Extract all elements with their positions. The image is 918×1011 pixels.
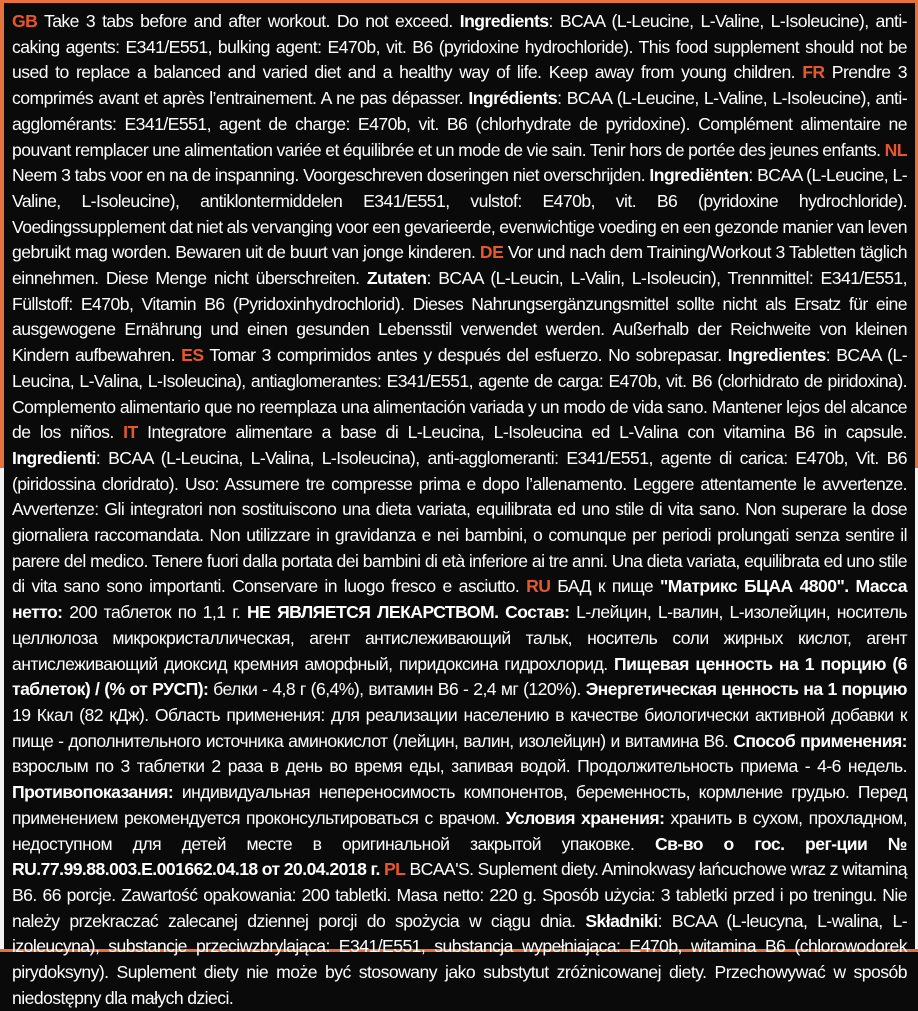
de-text: : BCAA (L-Leucin, L-Valin, L-Isoleucin), Trennmittel: E341/E551, Füllstoff: E470b, Vitamin B6 (Pyridoxinhydrochlorid). Dieses Nahrungsergänzungsmittel sollte nicht als Ersatz für eine ausgewogene Ernährung und einen gesunden Lebensstil verwendet werden. Außerhalb der Reichweite von kleinen Kindern aufbewahren. bbox=[12, 268, 907, 366]
ru-composition-heading: НЕ ЯВЛЯЕТСЯ ЛЕКАРСТВОМ. Состав: bbox=[247, 602, 570, 623]
ru-text: 19 Ккал (82 кДж). Область применения: для реализации населению в качестве биологически активной добавки к пище - дополнительного источника аминокислот (лейцин, валин, изолейцин) и витамина B6. bbox=[12, 704, 907, 751]
lang-code-gb: GB bbox=[12, 11, 38, 31]
label-text-block bbox=[12, 9, 907, 1011]
de-text: Vor und nach dem Training/Workout 3 Tabletten täglich einnehmen. Diese Menge nicht überschreiten. bbox=[12, 242, 907, 289]
ru-text: белки - 4,8 г (6,4%), витамин B6 - 2,4 мг (120%). bbox=[208, 679, 586, 700]
gb-text: : BCAA (L-Leucine, L-Valine, L-Isoleucine), anti-caking agents: E341/E551, bulking agent: E470b, vit. B6 (pyridoxine hydrochloride). This food supplement should not be used to replace a balanced and varied diet and a healthy way of life. Keep away from young children. bbox=[12, 11, 907, 83]
pl-text: : BCAA (L-leucyna, L-walina, L-izoleucyna), substancje przeciwzbrylająca: E341/E551, substancja wypełniająca: E470b, witamina B6 (chlorowodorek pirydoksyny). Suplement diety nie może być stosowany jako substytut zróżnicowanej diety. Przechowywać w sposób niedostępny dla małych dzieci. bbox=[12, 910, 908, 1008]
it-ingredients-heading: Ingredienti bbox=[12, 447, 96, 468]
lang-code-fr: FR bbox=[802, 62, 825, 83]
ru-text: взрослым по 3 таблетки 2 раза в день во время еды, запивая водой. Продолжительность приема - 4-6 недель. bbox=[12, 756, 907, 777]
lang-code-it: IT bbox=[123, 422, 138, 443]
lang-code-ru: RU bbox=[526, 576, 551, 597]
ru-nutrition-heading: Пищевая ценность на 1 порцию (6 таблеток) / (% от РУСП): bbox=[12, 653, 907, 700]
ru-usage-heading: Способ применения: bbox=[733, 730, 907, 751]
ru-text: 200 таблеток по 1,1 г. bbox=[62, 602, 247, 623]
ru-registration: Св-во о гос. рег-ции № RU.77.99.88.003.E.001662.04.18 от 20.04.2018 г. bbox=[12, 833, 907, 880]
ru-product-name: "Матрикс БЦАА 4800". Масса нетто: bbox=[12, 576, 907, 623]
es-text: : BCAA (L-Leucina, L-Valina, L-Isoleucina), antiaglomerantes: E341/E551, agente de carga: E470b, vit. B6 (clorhidrato de piridoxina). Complemento alimentario que no reemplaza una alimentación variada y un modo de vida sano. Mantener lejos del alcance de los niños. bbox=[12, 345, 907, 443]
frame-left-border bbox=[0, 0, 4, 468]
ru-energy-heading: Энергетическая ценность на 1 порцию bbox=[585, 679, 907, 700]
lang-code-nl: NL bbox=[884, 139, 907, 160]
ru-text: L-лейцин, L-валин, L-изолейцин, носитель целлюлоза микрокристаллическая, агент антислеживающий тальк, носитель соли жирных кислот, агент антислеживающий диоксид кремния аморфный, пиридоксина гидрохлорид. bbox=[12, 602, 907, 674]
pl-text: BCAA'S. Suplement diety. Aminokwasy łańcuchowe wraz z witaminą B6. 66 porcje. Zawartość opakowania: 200 tabletki. Masa netto: 220 g. Sposób użycia: 3 tabletki przed i po treningu. Nie należy przekraczać zalecanej dziennej porcji do spożycia w ciągu dnia. bbox=[12, 859, 907, 931]
nl-ingredients-heading: Ingrediënten bbox=[649, 165, 749, 186]
frame-left-border-lower bbox=[0, 468, 4, 952]
lang-code-de: DE bbox=[479, 242, 504, 263]
fr-ingredients-heading: Ingrédients bbox=[468, 88, 558, 109]
gb-ingredients-heading: Ingredients bbox=[459, 11, 549, 31]
ru-text: хранить в сухом, прохладном, недоступном для детей месте в оригинальной закрытой упаковке. bbox=[12, 807, 908, 854]
it-text: Integratore alimentare a base di L-Leucina, L-Isoleucina ed L-Valina con vitamina B6 in capsule. bbox=[137, 422, 908, 443]
lang-code-es: ES bbox=[181, 345, 204, 366]
lang-code-pl: PL bbox=[383, 859, 406, 880]
it-text: : BCAA (L-Leucina, L-Valina, L-Isoleucina), anti-agglomeranti: E341/E551, agente di carica: E470b, Vit. B6 (piridossina cloridrato). Uso: Assumere tre compresse prima e dopo l’allenamento. Leggere attentamente le avvertenze. Avvertenze: Gli integratori non sostituiscono una dieta variata, equilibrata ed uno stile di vita sano. Non superare la dose giornaliera raccomandata. Non utilizzare in gravidanza e nei bambini, o comunque per periodi prolungati senza sentire il parere del medico. Tenere fuori dalla portata dei bambini di età inferiore ai tre anni. Una dieta variata, equilibrata ed uno stile di vita sano sono importanti. Conservare in luogo fresco e asciutto. bbox=[12, 447, 907, 597]
es-text: Tomar 3 comprimidos antes y después del esfuerzo. No sobrepasar. bbox=[203, 345, 728, 366]
nl-text: Neem 3 tabs voor en na de inspanning. Voorgeschreven doseringen niet overschrijden. bbox=[12, 165, 650, 186]
gb-text: Take 3 tabs before and after workout. Do not exceed. bbox=[37, 11, 460, 31]
fr-text: : BCAA (L-Leucine, L-Valine, L-Isoleucine), anti-agglomérants: E341/E551, agent de charge: E470b, vit. B6 (chlorhydrate de pyridoxine). Complément alimentaire ne pouvant remplacer une alimentation variée et équilibrée et un mode de vie sain. Tenir hors de portée des jeunes enfants. bbox=[12, 88, 908, 160]
es-ingredients-heading: Ingredientes bbox=[727, 345, 826, 366]
ru-storage-heading: Условия хранения: bbox=[505, 807, 665, 828]
ru-contraindications-heading: Противопоказания: bbox=[12, 782, 174, 803]
ru-text: индивидуальная непереносимость компонентов, беременность, кормление грудью. Перед применением рекомендуется проконсультироваться с врачом. bbox=[12, 782, 907, 828]
de-ingredients-heading: Zutaten bbox=[366, 268, 427, 289]
ru-text: БАД к пище bbox=[550, 576, 660, 597]
pl-ingredients-heading: Składniki bbox=[585, 910, 658, 931]
frame-top-border bbox=[0, 0, 918, 3]
fr-text: Prendre 3 comprimés avant et après l’entrainement. A ne pas dépasser. bbox=[12, 62, 907, 109]
nl-text: : BCAA (L-Leucine, L-Valine, L-Isoleucine), antiklontermiddelen E341/E551, vulstof: E470b, vit. B6 (pyridoxine hydrochloride). Voedingssupplement dat niet als vervanging voor een gevarieerde, evenwichtige voeding en een gezonde manier van leven gebruikt mag worden. Bewaren uit de buurt van jonge kinderen. bbox=[12, 165, 907, 263]
